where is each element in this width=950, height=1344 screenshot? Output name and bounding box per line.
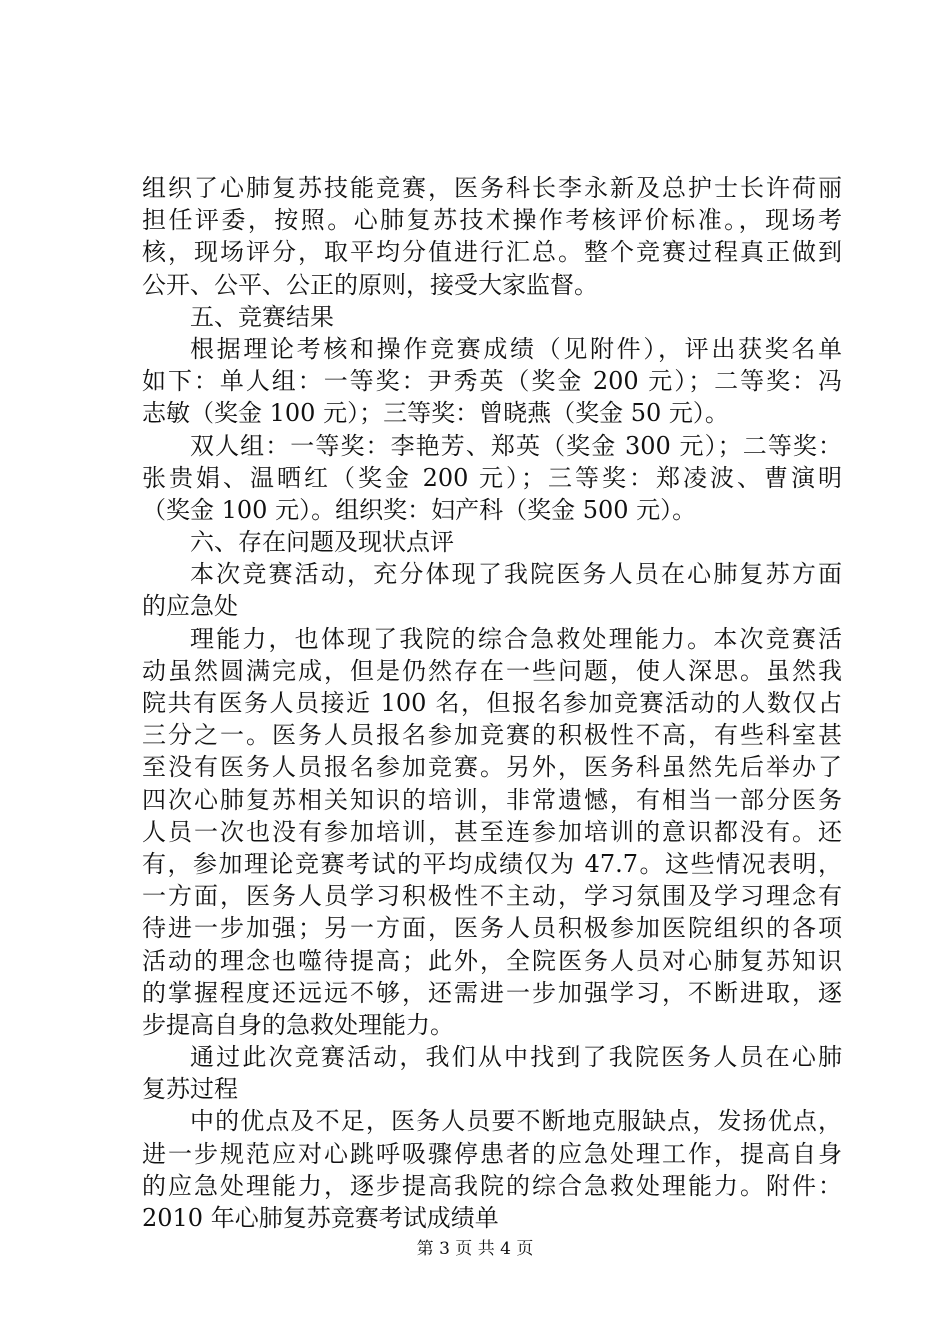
text-line: 担任评委，按照。心肺复苏技术操作考核评价标准。，现场考 xyxy=(142,206,842,235)
text-line: 的应急处 xyxy=(142,592,238,621)
text-line: 动虽然圆满完成，但是仍然存在一些问题，使人深思。虽然我 xyxy=(142,656,842,685)
text-line: 活动的理念也噬待提高；此外，全院医务人员对心肺复苏知识 xyxy=(142,946,842,975)
text-line: 本次竞赛活动，充分体现了我院医务人员在心肺复苏方面 xyxy=(190,560,842,589)
text-line: （奖金 100 元）。组织奖：妇产科（奖金 500 元）。 xyxy=(142,495,697,524)
text-line: 院共有医务人员接近 100 名，但报名参加竞赛活动的人数仅占 xyxy=(142,689,842,717)
text-line: 核，现场评分，取平均分值进行汇总。整个竞赛过程真正做到 xyxy=(142,238,842,267)
text-line: 待进一步加强；另一方面，医务人员积极参加医院组织的各项 xyxy=(142,914,842,943)
text-line: 通过此次竞赛活动，我们从中找到了我院医务人员在心肺 xyxy=(190,1043,842,1072)
text-line: 复苏过程 xyxy=(142,1075,238,1104)
text-line: 张贵娟、温晒红（奖金 200 元）；三等奖：郑凌波、曹演明 xyxy=(142,463,842,492)
text-line: 如下：单人组：一等奖：尹秀英（奖金 200 元）；二等奖：冯 xyxy=(142,367,842,396)
section-heading-problems: 六、存在问题及现状点评 xyxy=(190,528,454,557)
text-line: 一方面，医务人员学习积极性不主动，学习氛围及学习理念有 xyxy=(142,882,842,911)
section-heading-results: 五、竞赛结果 xyxy=(190,302,334,331)
document-body xyxy=(142,172,842,1234)
text-line: 根据理论考核和操作竞赛成绩（见附件），评出获奖名单 xyxy=(190,334,842,363)
page-number-footer: 第 3 页 共 4 页 xyxy=(416,1239,534,1259)
text-line: 组织了心肺复苏技能竞赛，医务科长李永新及总护士长许荷丽 xyxy=(142,174,842,202)
text-line: 有，参加理论竞赛考试的平均成绩仅为 47.7。这些情况表明， xyxy=(142,849,842,878)
text-line: 中的优点及不足，医务人员要不断地克服缺点，发扬优点， xyxy=(190,1107,842,1136)
text-line: 理能力，也体现了我院的综合急救处理能力。本次竞赛活 xyxy=(190,624,842,653)
text-line: 至没有医务人员报名参加竞赛。另外，医务科虽然先后举办了 xyxy=(142,753,842,782)
text-line: 四次心肺复苏相关知识的培训，非常遗憾，有相当一部分医务 xyxy=(142,785,842,814)
text-line: 人员一次也没有参加培训，甚至连参加培训的意识都没有。还 xyxy=(142,817,842,846)
text-line: 双人组：一等奖：李艳芳、郑英（奖金 300 元）；二等奖： xyxy=(190,431,842,460)
text-line: 三分之一。医务人员报名参加竞赛的积极性不高，有些科室甚 xyxy=(142,721,842,750)
text-line: 志敏（奖金 100 元）；三等奖：曾晓燕（奖金 50 元）。 xyxy=(142,399,729,428)
text-line: 的应急处理能力，逐步提高我院的综合急救处理能力。附件： xyxy=(142,1171,842,1200)
text-line: 的掌握程度还远远不够，还需进一步加强学习，不断进取，逐 xyxy=(142,978,842,1007)
text-line: 步提高自身的急救处理能力。 xyxy=(142,1010,454,1039)
text-line: 进一步规范应对心跳呼吸骤停患者的应急处理工作，提高自身 xyxy=(142,1139,842,1168)
text-line: 2010 年心肺复苏竞赛考试成绩单 xyxy=(142,1204,499,1232)
text-line: 公开、公平、公正的原则，接受大家监督。 xyxy=(142,270,598,299)
